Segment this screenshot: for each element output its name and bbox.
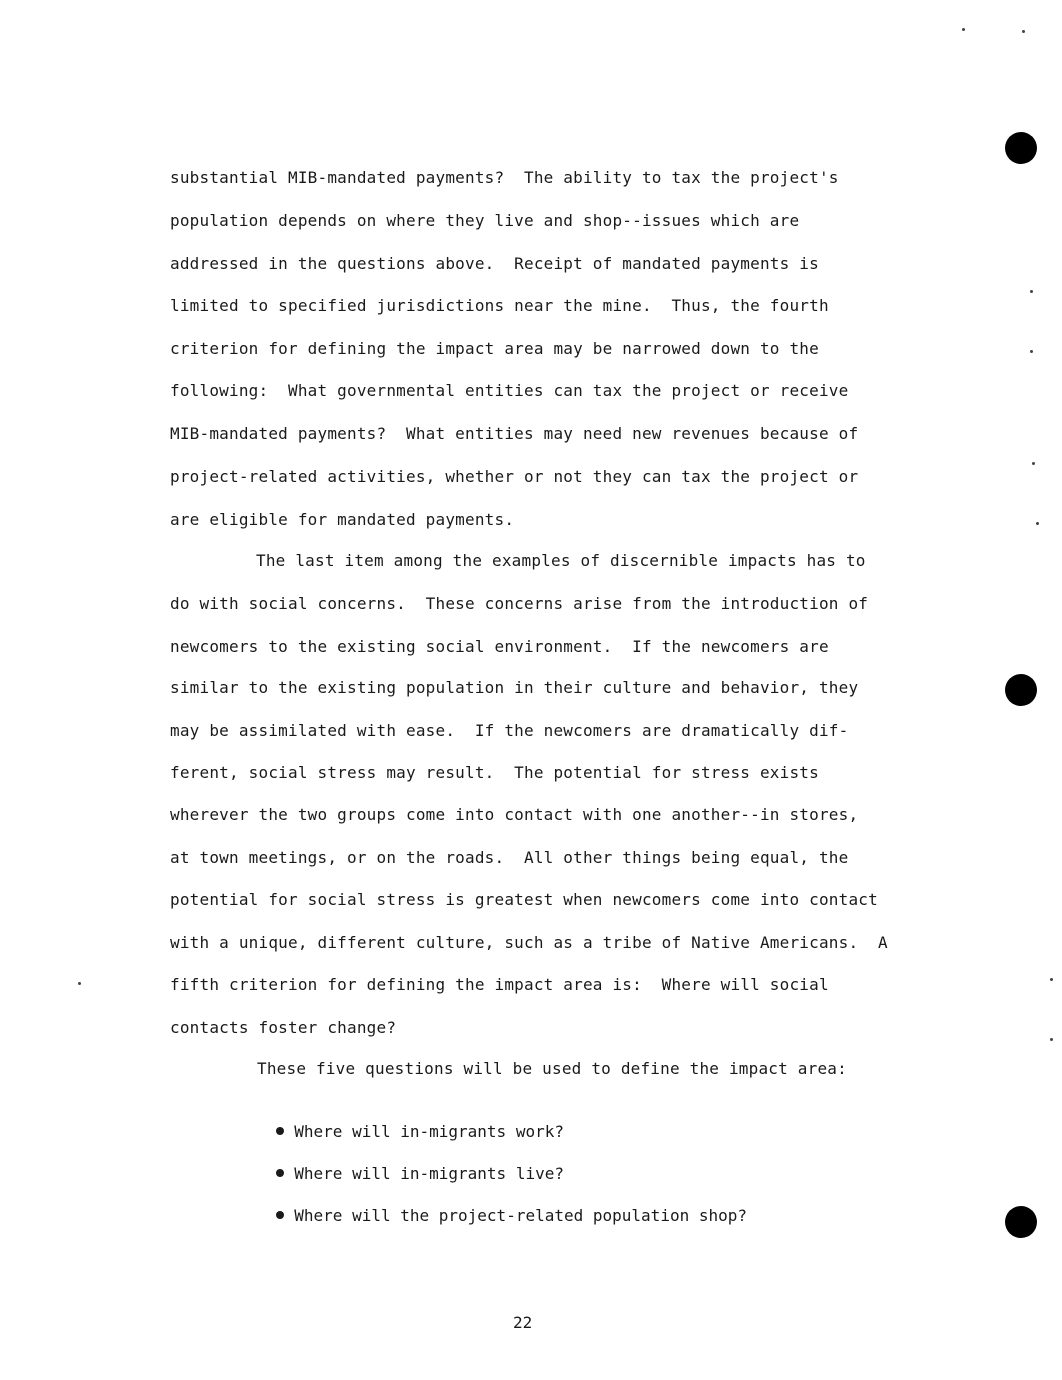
list-item-text: Where will the project-related population shop? [294,1206,748,1225]
text-line: similar to the existing population in their culture and behavior, they [170,678,859,697]
list-item [257,1186,747,1226]
list-item [257,1144,564,1184]
text-line: limited to specified jurisdictions near the mine. Thus, the fourth [170,296,829,315]
list-intro: These five questions will be used to define the impact area: [257,1059,847,1078]
text-line: The last item among the examples of discernible impacts has to [256,551,866,570]
scan-speck [1030,350,1033,353]
text-line: criterion for defining the impact area may be narrowed down to the [170,339,819,358]
text-line: following: What governmental entities can tax the project or receive [170,381,849,400]
text-line: fifth criterion for defining the impact area is: Where will social [170,975,829,994]
text-line: substantial MIB-mandated payments? The ability to tax the project's [170,168,839,187]
text-line: at town meetings, or on the roads. All other things being equal, the [170,848,849,867]
scan-speck [1050,978,1053,981]
text-line: wherever the two groups come into contact with one another--in stores, [170,805,859,824]
list-item-text: Where will in-migrants work? [294,1122,564,1141]
text-line: potential for social stress is greatest when newcomers come into contact [170,890,878,909]
text-line: ferent, social stress may result. The potential for stress exists [170,763,819,782]
bullet-icon [276,1211,284,1219]
scan-speck [1036,522,1039,525]
text-line: contacts foster change? [170,1018,397,1037]
text-line: population depends on where they live and shop--issues which are [170,211,800,230]
scan-speck [962,28,965,31]
punch-hole-middle [1005,674,1037,706]
text-line: newcomers to the existing social environment. If the newcomers are [170,637,829,656]
text-line: are eligible for mandated payments. [170,510,515,529]
punch-hole-bottom [1005,1206,1037,1238]
scan-speck [1032,462,1035,465]
text-line: do with social concerns. These concerns arise from the introduction of [170,594,869,613]
text-line: may be assimilated with ease. If the newcomers are dramatically dif- [170,721,849,740]
text-line: addressed in the questions above. Receipt of mandated payments is [170,254,819,273]
scan-speck [1050,1038,1053,1041]
scan-speck [1030,290,1033,293]
punch-hole-top [1005,132,1037,164]
text-line: project-related activities, whether or not they can tax the project or [170,467,859,486]
list-item-text: Where will in-migrants live? [294,1164,564,1183]
scan-speck [78,982,81,985]
text-line: with a unique, different culture, such as a tribe of Native Americans. A [170,933,888,952]
bullet-icon [276,1127,284,1135]
scan-speck [1022,30,1025,33]
bullet-icon [276,1169,284,1177]
page-number: 22 [513,1313,533,1332]
list-item [257,1102,564,1142]
text-line: MIB-mandated payments? What entities may need new revenues because of [170,424,859,443]
